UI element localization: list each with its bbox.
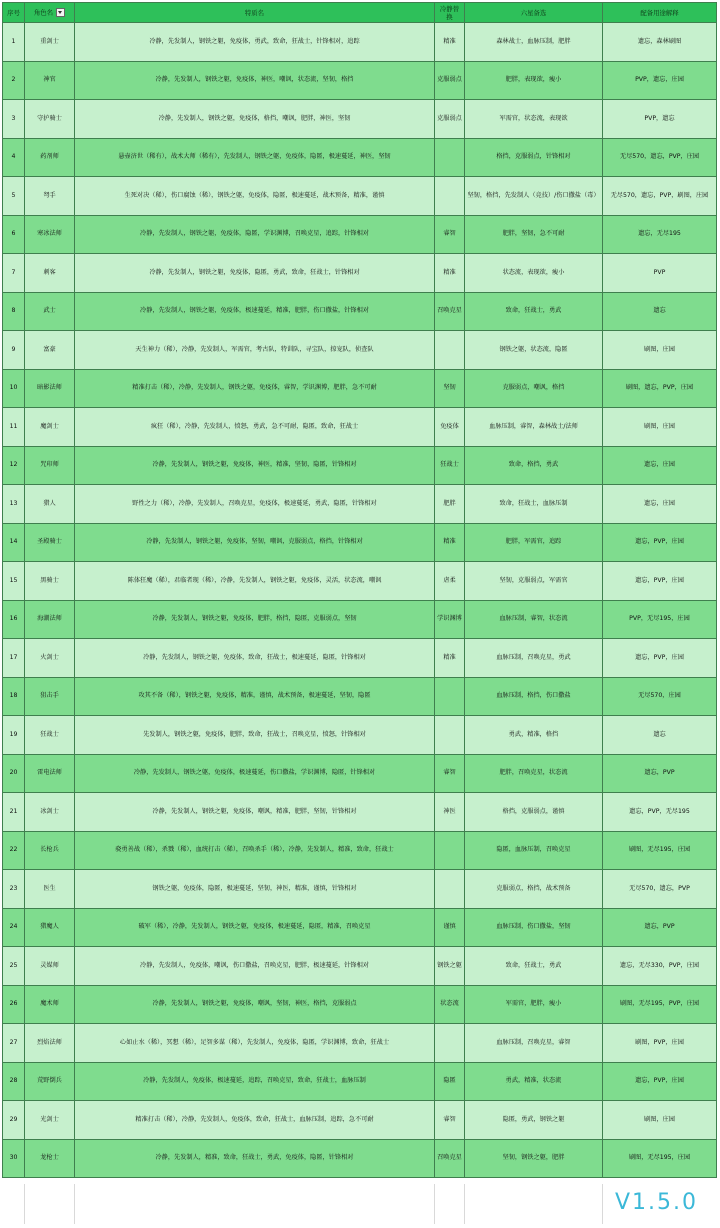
table-row xyxy=(3,716,717,755)
cell-cold[interactable] xyxy=(435,870,465,909)
grid-line xyxy=(74,1184,75,1224)
cell-traits[interactable]: 精准打击（稀），冷静，先发制人，免疫体，致命，狂战士，血脉压制，追踪，急不可耐 xyxy=(75,1101,435,1140)
cell-name[interactable]: 富豪 xyxy=(25,331,75,370)
cell-idx[interactable]: 27 xyxy=(3,1024,25,1063)
cell-name[interactable]: 咒印师 xyxy=(25,446,75,485)
cell-six[interactable]: 肥胖，军需官，追踪 xyxy=(465,523,603,562)
cell-cold[interactable] xyxy=(435,1024,465,1063)
cell-traits[interactable]: 冷静，先发制人，钢铁之躯，免疫体，神医，嘲讽，状态流，坚韧，格挡 xyxy=(75,61,435,100)
cell-cold[interactable]: 坚韧 xyxy=(435,369,465,408)
cell-name[interactable]: 弩手 xyxy=(25,177,75,216)
cell-idx[interactable]: 23 xyxy=(3,870,25,909)
cell-six[interactable]: 克服弱点，格挡，战术预备 xyxy=(465,870,603,909)
cell-use[interactable]: 遗忘，PVP，庄园 xyxy=(603,639,717,678)
cell-use[interactable]: 刷图，无尽195，庄园 xyxy=(603,831,717,870)
table-row xyxy=(3,1024,717,1063)
cell-six[interactable]: 勇武，精准，状态流 xyxy=(465,1062,603,1101)
cell-use[interactable]: 刷图，无尽195，庄园 xyxy=(603,1139,717,1178)
cell-six[interactable]: 隐匿，勇武，钢铁之躯 xyxy=(465,1101,603,1140)
grid-line xyxy=(602,1184,603,1224)
cell-use[interactable]: PVP，遗忘，庄园 xyxy=(603,61,717,100)
cell-use[interactable]: 遗忘，PVP xyxy=(603,908,717,947)
cell-traits[interactable]: 生死对决（稀），伤口腐蚀（稀），钢铁之躯，免疫体，隐匿，极速蔓延，战术预备，精准，谨慎 xyxy=(75,177,435,216)
cell-six[interactable]: 勇武，精准，格挡 xyxy=(465,716,603,755)
cell-idx[interactable]: 28 xyxy=(3,1062,25,1101)
cell-name[interactable]: 狂战士 xyxy=(25,716,75,755)
cell-use[interactable]: 遗忘，PVP，庄园 xyxy=(603,1062,717,1101)
cell-cold[interactable]: 克服弱点 xyxy=(435,61,465,100)
table-row xyxy=(3,408,717,447)
cell-idx[interactable]: 11 xyxy=(3,408,25,447)
character-table xyxy=(2,2,717,1178)
cell-name[interactable]: 圣殿骑士 xyxy=(25,523,75,562)
cell-cold[interactable] xyxy=(435,716,465,755)
cell-cold[interactable]: 睿智 xyxy=(435,1101,465,1140)
cell-cold[interactable]: 学识渊博 xyxy=(435,600,465,639)
cell-use[interactable]: 无尽570，遗忘，PVP，庄园 xyxy=(603,138,717,177)
cell-traits[interactable]: 钢铁之躯，免疫体，隐匿，极速蔓延，坚韧，神医，精准，谨慎，针锋相对 xyxy=(75,870,435,909)
cell-traits[interactable]: 冷静，先发制人，免疫体，嘲讽，伤口撒盐，召唤克星，肥胖，极速蔓延，针锋相对 xyxy=(75,947,435,986)
table-row xyxy=(3,100,717,139)
cell-six[interactable]: 致命，格挡，勇武 xyxy=(465,446,603,485)
cell-six[interactable]: 坚韧，钢铁之躯，肥胖 xyxy=(465,1139,603,1178)
table-row xyxy=(3,908,717,947)
cell-traits[interactable]: 冷静，先发制人，免疫体，极速蔓延，追踪，召唤克星，致命，狂战士，血脉压制 xyxy=(75,1062,435,1101)
cell-traits[interactable]: 冷静，先发制人，钢铁之躯，免疫体，嘲讽，坚韧，神医，格挡，克服弱点 xyxy=(75,985,435,1024)
cell-idx[interactable]: 6 xyxy=(3,215,25,254)
cell-cold[interactable]: 精准 xyxy=(435,523,465,562)
cell-six[interactable]: 肥胖，表现欲，瘦小 xyxy=(465,61,603,100)
cell-name[interactable]: 狙击手 xyxy=(25,677,75,716)
table-row xyxy=(3,446,717,485)
cell-name[interactable]: 黑骑士 xyxy=(25,562,75,601)
cell-idx[interactable]: 18 xyxy=(3,677,25,716)
table-row xyxy=(3,600,717,639)
cell-idx[interactable]: 24 xyxy=(3,908,25,947)
cell-use[interactable]: 遗忘，PVP xyxy=(603,754,717,793)
cell-idx[interactable]: 17 xyxy=(3,639,25,678)
cell-name[interactable]: 灵媒师 xyxy=(25,947,75,986)
cell-use[interactable]: 刷图，庄园 xyxy=(603,331,717,370)
cell-six[interactable]: 血脉压制，格挡，伤口撒盐 xyxy=(465,677,603,716)
grid-line xyxy=(434,1184,435,1224)
cell-cold[interactable] xyxy=(435,831,465,870)
cell-traits[interactable]: 冷静，先发制人，钢铁之躯，免疫体，勇武，致命，狂战士，针锋相对，追踪 xyxy=(75,23,435,62)
table-row xyxy=(3,292,717,331)
cell-use[interactable]: 刷图，PVP，庄园 xyxy=(603,1024,717,1063)
header-use[interactable]: 配备用途解释 xyxy=(603,3,717,23)
cell-traits[interactable]: 心如止水（稀），冥想（稀），足智多谋（稀），先发制人，免疫体，隐匿，学识渊博，致命，狂战士 xyxy=(75,1024,435,1063)
cell-use[interactable]: 遗忘，森林刷图 xyxy=(603,23,717,62)
cell-traits[interactable]: 冷静，先发制人，钢铁之躯，免疫体，隐匿，学识渊博，召唤克星，追踪，针锋相对 xyxy=(75,215,435,254)
cell-idx[interactable]: 2 xyxy=(3,61,25,100)
table-row xyxy=(3,985,717,1024)
cell-six[interactable]: 钢铁之躯，状态流，隐匿 xyxy=(465,331,603,370)
cell-cold[interactable]: 神医 xyxy=(435,793,465,832)
header-six[interactable]: 六星备选 xyxy=(465,3,603,23)
cell-cold[interactable] xyxy=(435,177,465,216)
cell-name[interactable]: 武士 xyxy=(25,292,75,331)
cell-idx[interactable]: 22 xyxy=(3,831,25,870)
cell-name[interactable]: 神官 xyxy=(25,61,75,100)
cell-traits[interactable]: 先发制人，钢铁之躯，免疫体，肥胖，致命，狂战士，召唤克星，愤怒，针锋相对 xyxy=(75,716,435,755)
cell-traits[interactable]: 疯狂（稀），冷静，先发制人，愤怒，勇武，急不可耐，隐匿，致命，狂战士 xyxy=(75,408,435,447)
cell-six[interactable]: 状态流，表现欲，瘦小 xyxy=(465,254,603,293)
cell-cold[interactable] xyxy=(435,677,465,716)
cell-cold[interactable]: 召唤克星 xyxy=(435,1139,465,1178)
table-row xyxy=(3,677,717,716)
cell-name[interactable]: 光剑士 xyxy=(25,1101,75,1140)
cell-name[interactable]: 雷电法师 xyxy=(25,754,75,793)
cell-use[interactable]: 刷图，无尽195，PVP，庄园 xyxy=(603,985,717,1024)
cell-cold[interactable] xyxy=(435,138,465,177)
cell-idx[interactable]: 7 xyxy=(3,254,25,293)
table-row xyxy=(3,1139,717,1178)
table-row xyxy=(3,485,717,524)
table-row xyxy=(3,177,717,216)
cell-cold[interactable]: 睿智 xyxy=(435,215,465,254)
cell-traits[interactable]: 冷静，先发制人，钢铁之躯，免疫体，格挡，嘲讽，肥胖，神医，坚韧 xyxy=(75,100,435,139)
table-row xyxy=(3,1062,717,1101)
cell-name[interactable]: 火剑士 xyxy=(25,639,75,678)
cell-six[interactable]: 坚韧，克服弱点，军需官 xyxy=(465,562,603,601)
cell-name[interactable]: 冰剑士 xyxy=(25,793,75,832)
cell-six[interactable]: 格挡，克服弱点，谨慎 xyxy=(465,793,603,832)
cell-idx[interactable]: 10 xyxy=(3,369,25,408)
cell-traits[interactable]: 天生神力（稀），冷静，先发制人，军需官，考古队，特训队，寻宝队，掠宠队，侦查队 xyxy=(75,331,435,370)
cell-six[interactable]: 血脉压制，睿智，森林战士/法师 xyxy=(465,408,603,447)
cell-traits[interactable]: 冷静，先发制人，钢铁之躯，免疫体，极速蔓延，精准，肥胖，伤口撒盐，针锋相对 xyxy=(75,292,435,331)
cell-idx[interactable]: 25 xyxy=(3,947,25,986)
cell-name[interactable]: 医生 xyxy=(25,870,75,909)
cell-cold[interactable]: 肥胖 xyxy=(435,485,465,524)
cell-six[interactable]: 血脉压制，伤口撒盐，坚韧 xyxy=(465,908,603,947)
cell-idx[interactable]: 5 xyxy=(3,177,25,216)
cell-traits[interactable]: 冷静，先发制人，钢铁之躯，免疫体，致命，狂战士，极速蔓延，隐匿，针锋相对 xyxy=(75,639,435,678)
cell-idx[interactable]: 1 xyxy=(3,23,25,62)
cell-use[interactable]: 无尽570，遗忘，PVP，刷图，庄园 xyxy=(603,177,717,216)
cell-traits[interactable]: 野性之力（稀），冷静，先发制人，召唤克星，免疫体，极速蔓延，勇武，隐匿，针锋相对 xyxy=(75,485,435,524)
cell-six[interactable]: 肥胖，召唤克星，状态流 xyxy=(465,754,603,793)
cell-traits[interactable]: 破军（稀），冷静，先发制人，钢铁之躯，免疫体，极速蔓延，隐匿，精准，召唤克星 xyxy=(75,908,435,947)
cell-six[interactable]: 军需官，状态流，表现欲 xyxy=(465,100,603,139)
table-row xyxy=(3,523,717,562)
cell-traits[interactable]: 冷静，先发制人，钢铁之躯，免疫体，嘲讽，精准，肥胖，坚韧，针锋相对 xyxy=(75,793,435,832)
cell-six[interactable]: 致命，狂战士，血脉压制 xyxy=(465,485,603,524)
cell-cold[interactable]: 召唤克星 xyxy=(435,292,465,331)
cell-six[interactable]: 肥胖，坚韧，急不可耐 xyxy=(465,215,603,254)
cell-name[interactable]: 猎人 xyxy=(25,485,75,524)
cell-idx[interactable]: 16 xyxy=(3,600,25,639)
table-row xyxy=(3,331,717,370)
cell-use[interactable]: 无尽570，庄园 xyxy=(603,677,717,716)
cell-cold[interactable]: 免疫体 xyxy=(435,408,465,447)
table-row xyxy=(3,138,717,177)
cell-idx[interactable]: 19 xyxy=(3,716,25,755)
cell-name[interactable]: 荒野倒兵 xyxy=(25,1062,75,1101)
cell-six[interactable]: 血脉压制，召唤克星，勇武 xyxy=(465,639,603,678)
cell-idx[interactable]: 30 xyxy=(3,1139,25,1178)
table-row xyxy=(3,831,717,870)
cell-traits[interactable]: 冷静，先发制人，钢铁之躯，免疫体，隐匿，勇武，致命，狂战士，针锋相对 xyxy=(75,254,435,293)
empty-grid-area xyxy=(2,1184,716,1224)
cell-name[interactable]: 烈焰法师 xyxy=(25,1024,75,1063)
cell-traits[interactable]: 冷静，先发制人，钢铁之躯，免疫体，神医，精准，坚韧，隐匿，针锋相对 xyxy=(75,446,435,485)
grid-line xyxy=(24,1184,25,1224)
cell-idx[interactable]: 21 xyxy=(3,793,25,832)
cell-idx[interactable]: 26 xyxy=(3,985,25,1024)
cell-name[interactable]: 长枪兵 xyxy=(25,831,75,870)
table-row xyxy=(3,1101,717,1140)
cell-traits[interactable]: 冷静，先发制人，钢铁之躯，免疫体，极速蔓延，伤口撒盐，学识渊博，隐匿，针锋相对 xyxy=(75,754,435,793)
cell-six[interactable]: 森林战士，血脉压制，肥胖 xyxy=(465,23,603,62)
header-name-label: 角色名 xyxy=(33,8,54,17)
cell-six[interactable]: 格挡，克服弱点，针锋相对 xyxy=(465,138,603,177)
cell-traits[interactable]: 攻其不备（稀），钢铁之躯，免疫体，精准，谨慎，战术预备，极速蔓延，坚韧，隐匿 xyxy=(75,677,435,716)
header-traits[interactable]: 特质名 xyxy=(75,3,435,23)
grid-line xyxy=(464,1184,465,1224)
cell-cold[interactable]: 睿智 xyxy=(435,754,465,793)
cell-six[interactable]: 克服弱点，嘲讽，格挡 xyxy=(465,369,603,408)
cell-use[interactable]: 无尽570，遗忘，PVP xyxy=(603,870,717,909)
cell-traits[interactable]: 冷静，先发制人，钢铁之躯，免疫体，肥胖，格挡，隐匿，克服弱点，坚韧 xyxy=(75,600,435,639)
cell-six[interactable]: 隐匿，血脉压制，召唤克星 xyxy=(465,831,603,870)
table-row xyxy=(3,369,717,408)
cell-cold[interactable]: 钢铁之躯 xyxy=(435,947,465,986)
cell-cold[interactable]: 狂战士 xyxy=(435,446,465,485)
cell-six[interactable]: 致命，狂战士，勇武 xyxy=(465,292,603,331)
cell-use[interactable]: 遗忘，庄园 xyxy=(603,485,717,524)
cell-use[interactable]: 刷图，遗忘，PVP，庄园 xyxy=(603,369,717,408)
cell-idx[interactable]: 29 xyxy=(3,1101,25,1140)
cell-six[interactable]: 坚韧，格挡，先发制人（竞技）/伤口撒盐（毒） xyxy=(465,177,603,216)
cell-name[interactable]: 魔剑士 xyxy=(25,408,75,447)
cell-cold[interactable]: 虐柔 xyxy=(435,562,465,601)
cell-use[interactable]: 刷图，庄园 xyxy=(603,408,717,447)
table-row xyxy=(3,61,717,100)
cell-name[interactable]: 暗影法师 xyxy=(25,369,75,408)
table-row xyxy=(3,562,717,601)
table-row xyxy=(3,215,717,254)
cell-name[interactable]: 守护骑士 xyxy=(25,100,75,139)
table-row xyxy=(3,639,717,678)
cell-use[interactable]: 遗忘，庄园 xyxy=(603,446,717,485)
cell-name[interactable]: 药剂师 xyxy=(25,138,75,177)
cell-use[interactable]: 遗忘，PVP，庄园 xyxy=(603,562,717,601)
cell-use[interactable]: 刷图，庄园 xyxy=(603,1101,717,1140)
table-row xyxy=(3,793,717,832)
cell-traits[interactable]: 悬壶济世（稀有），战术大师（稀有），先发制人，钢铁之躯，免疫体，隐匿，极速蔓延，神医，坚韧 xyxy=(75,138,435,177)
header-cold[interactable]: 冷静替换 xyxy=(435,3,465,23)
cell-six[interactable]: 血脉压制，召唤克星，睿智 xyxy=(465,1024,603,1063)
cell-name[interactable]: 猎魔人 xyxy=(25,908,75,947)
cell-cold[interactable]: 精准 xyxy=(435,254,465,293)
table-row xyxy=(3,947,717,986)
cell-idx[interactable]: 13 xyxy=(3,485,25,524)
cell-use[interactable]: PVP，无尽195，庄园 xyxy=(603,600,717,639)
cell-traits[interactable]: 精准打击（稀），冷静，先发制人，钢铁之躯，免疫体，睿智，学识渊博，肥胖，急不可耐 xyxy=(75,369,435,408)
cell-use[interactable]: 遗忘，PVP，庄园 xyxy=(603,523,717,562)
header-row xyxy=(3,3,717,23)
cell-cold[interactable]: 隐匿 xyxy=(435,1062,465,1101)
cell-use[interactable]: 遗忘 xyxy=(603,716,717,755)
cell-name[interactable]: 寒冰法师 xyxy=(25,215,75,254)
cell-idx[interactable]: 20 xyxy=(3,754,25,793)
cell-cold[interactable] xyxy=(435,331,465,370)
cell-idx[interactable]: 3 xyxy=(3,100,25,139)
cell-use[interactable]: 遗忘，PVP，无尽195 xyxy=(603,793,717,832)
cell-idx[interactable]: 12 xyxy=(3,446,25,485)
cell-cold[interactable]: 谨慎 xyxy=(435,908,465,947)
cell-six[interactable]: 军需官，肥胖，瘦小 xyxy=(465,985,603,1024)
cell-traits[interactable]: 冷静，先发制人，精准，致命，狂战士，勇武，免疫体，隐匿，针锋相对 xyxy=(75,1139,435,1178)
table-row xyxy=(3,754,717,793)
cell-idx[interactable]: 15 xyxy=(3,562,25,601)
cell-idx[interactable]: 4 xyxy=(3,138,25,177)
cell-cold[interactable]: 状态流 xyxy=(435,985,465,1024)
header-idx[interactable]: 序号 xyxy=(3,3,25,23)
cell-use[interactable]: 遗忘，无尽330，PVP，庄园 xyxy=(603,947,717,986)
cell-name[interactable]: 海潮法师 xyxy=(25,600,75,639)
table-row xyxy=(3,870,717,909)
table-row xyxy=(3,23,717,62)
cell-cold[interactable]: 精准 xyxy=(435,639,465,678)
cell-traits[interactable]: 陈体狂魔（稀），君临者现（稀），冷静，先发制人，钢铁之躯，免疫体，灵活，状态流，嘲讽 xyxy=(75,562,435,601)
cell-traits[interactable]: 冷静，先发制人，钢铁之躯，免疫体，坚韧，嘲讽，克服弱点，格挡，针锋相对 xyxy=(75,523,435,562)
cell-name[interactable]: 魔术师 xyxy=(25,985,75,1024)
cell-cold[interactable]: 克服弱点 xyxy=(435,100,465,139)
cell-use[interactable]: 遗忘 xyxy=(603,292,717,331)
filter-dropdown-icon[interactable] xyxy=(56,8,65,17)
cell-name[interactable]: 刺客 xyxy=(25,254,75,293)
cell-use[interactable]: PVP，遗忘 xyxy=(603,100,717,139)
cell-six[interactable]: 致命，狂战士，勇武 xyxy=(465,947,603,986)
cell-name[interactable]: 龙枪士 xyxy=(25,1139,75,1178)
cell-use[interactable]: 遗忘，无尽195 xyxy=(603,215,717,254)
version-label: V1.5.0 xyxy=(614,1190,698,1215)
cell-idx[interactable]: 14 xyxy=(3,523,25,562)
cell-use[interactable]: PVP xyxy=(603,254,717,293)
cell-cold[interactable]: 精准 xyxy=(435,23,465,62)
cell-name[interactable]: 重剑士 xyxy=(25,23,75,62)
table-row xyxy=(3,254,717,293)
cell-traits[interactable]: 骁勇善战（稀），杀戮（稀），血统打击（稀），召唤杀手（稀），冷静，先发制人，精准，致命，狂战士 xyxy=(75,831,435,870)
cell-idx[interactable]: 8 xyxy=(3,292,25,331)
header-name[interactable] xyxy=(25,3,75,23)
cell-six[interactable]: 血脉压制，睿智，状态流 xyxy=(465,600,603,639)
cell-idx[interactable]: 9 xyxy=(3,331,25,370)
